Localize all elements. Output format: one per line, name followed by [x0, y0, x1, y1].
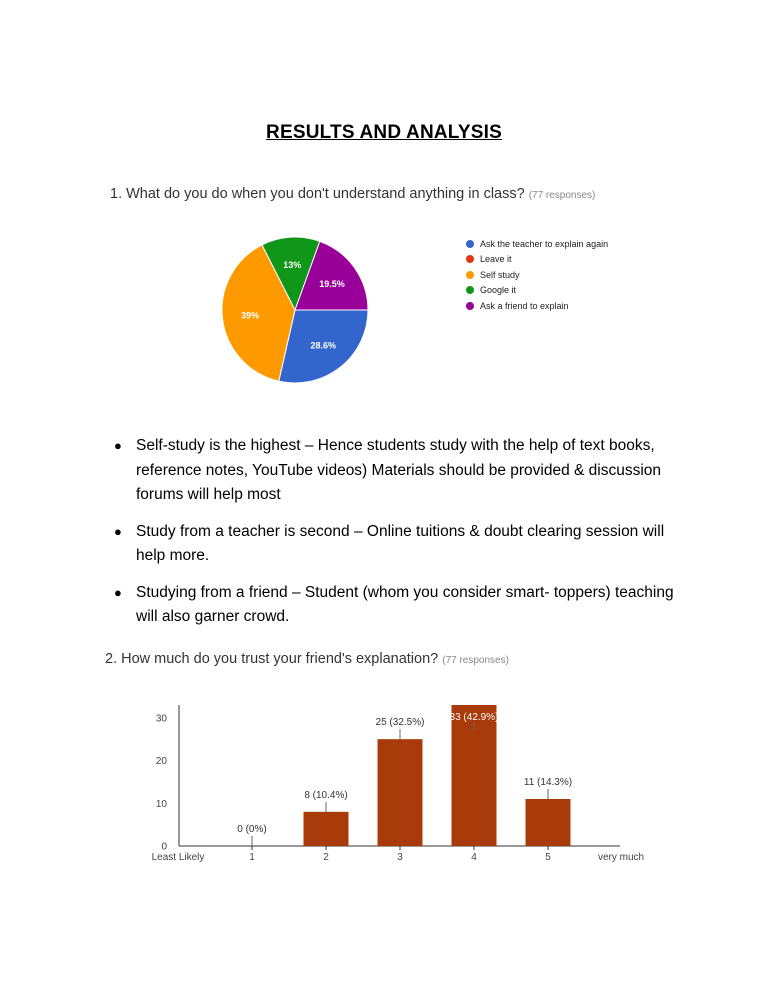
data-label: 0 (0%) [237, 824, 267, 835]
data-label: 33 (42.9%) [449, 712, 499, 723]
bullet-icon: ● [114, 584, 122, 600]
question-2-text: 2. How much do you trust your friend's explanation? [105, 651, 439, 667]
y-tick-label: 0 [161, 841, 167, 853]
bar [304, 812, 349, 846]
y-tick-label: 10 [155, 798, 167, 810]
bullet-icon: ● [114, 438, 122, 453]
y-tick-label: 20 [155, 756, 167, 768]
question-1-text: 1. What do you do when you don't understand anything in class? [110, 186, 525, 202]
legend-label: Self study [480, 269, 520, 280]
data-label: 11 (14.3%) [523, 777, 573, 788]
pie-data-label: 19.5% [319, 278, 345, 289]
x-tick-label: 4 [471, 852, 477, 863]
bullet-icon: ● [114, 523, 122, 539]
data-label: 25 (32.5%) [375, 717, 425, 729]
question-2-responses: (77 responses) [442, 655, 509, 666]
legend-label: Leave it [480, 254, 512, 265]
x-tick-label-start: Least Likely [151, 852, 205, 863]
x-tick-label: 2 [323, 852, 329, 863]
bullet-text: Study from a teacher is second – Online tuitions & doubt clearing session will help more. [136, 522, 665, 564]
x-tick-label-end: very much [597, 852, 645, 863]
bullet-text: Self-study is the highest – Hence students study with the help of text books, reference notes, YouTube videos) Materials should be provided & discussion forums will help most [136, 437, 662, 503]
pie-data-label: 28.6% [310, 340, 336, 351]
pie-data-label: 13% [283, 259, 302, 270]
data-label: 8 (10.4%) [304, 789, 348, 801]
bar [378, 739, 423, 846]
legend-label: Ask the teacher to explain again [480, 238, 609, 249]
bar [526, 799, 571, 846]
x-tick-label: 5 [545, 852, 551, 863]
x-tick-label: 1 [249, 852, 255, 863]
question-1-responses: (77 responses) [528, 190, 596, 201]
bullet-text: Studying from a friend – Student (whom you consider smart- toppers) teaching will also garner crowd. [136, 583, 674, 625]
page-title: RESULTS AND ANALYSIS [266, 122, 502, 143]
legend-label: Google it [480, 285, 517, 296]
legend-label: Ask a friend to explain [480, 300, 569, 311]
pie-data-label: 39% [241, 310, 260, 321]
x-tick-label: 3 [397, 852, 403, 863]
y-tick-label: 30 [155, 713, 167, 725]
